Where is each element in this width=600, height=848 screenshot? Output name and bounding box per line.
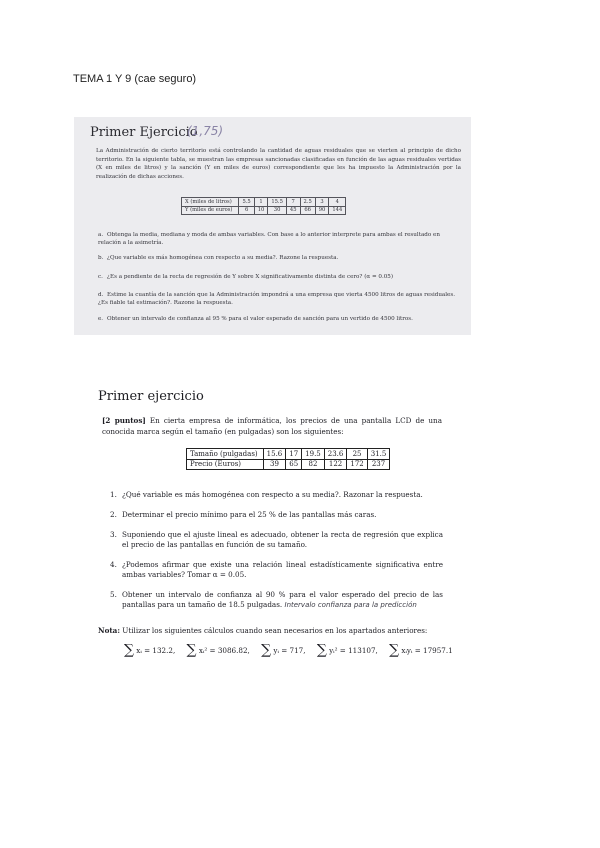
points-label: [2 puntos] (102, 416, 146, 425)
sum-symbol: ∑ (261, 642, 272, 658)
note-label: Nota: (98, 626, 120, 635)
question-marker: e. (98, 316, 104, 322)
question-marker: c. (98, 274, 103, 280)
data-table (186, 448, 390, 470)
question-item (110, 560, 443, 580)
document-title: TEMA 1 Y 9 (cae seguro) (73, 73, 197, 85)
table-cell: 122 (324, 459, 347, 470)
table-cell: 237 (367, 459, 390, 470)
formula: yᵢ² = 113107, (329, 646, 378, 655)
question-item (98, 292, 460, 307)
question-marker: d. (98, 292, 104, 298)
table-row (182, 198, 346, 207)
table-row (187, 449, 390, 460)
table-cell: 23.6 (324, 449, 347, 460)
handwritten-score: (1,75) (187, 124, 224, 138)
table-cell: 66 (300, 206, 315, 215)
scanned-exercise-image-1 (74, 117, 471, 335)
row-header-y: Y (miles de euros) (182, 206, 239, 215)
question-text: ¿Es a pendiente de la recta de regresión de Y sobre X significativamente distinta de cero? (α = 0.05) (107, 274, 394, 280)
statement-text: En cierta empresa de informática, los precios de una pantalla LCD de una conocida marca según el tamaño (en pulgadas) son los siguientes: (102, 416, 442, 436)
question-item (110, 590, 443, 610)
question-item (98, 255, 460, 263)
table-cell: 19.5 (302, 449, 325, 460)
question-marker: 2. (110, 510, 117, 519)
question-text: Obtenga la media, mediana y moda de ambas variables. Con base a lo anterior interprete para ambas el resultado en relación a la asimetría. (98, 232, 440, 246)
table-cell: 30 (268, 206, 287, 215)
question-marker: b. (98, 255, 104, 261)
table-cell: 25 (347, 449, 367, 460)
table-cell: 4 (329, 198, 346, 207)
question-text: Estime la cuantía de la sanción que la Administración impondrá a una empresa que vierta 4500 litros de aguas residuales. ¿Es fiable tal estimación?. Razone la respuesta. (98, 292, 456, 306)
table-cell: 17 (286, 449, 302, 460)
sum-symbol: ∑ (389, 642, 400, 658)
table-cell: 15.6 (263, 449, 286, 460)
question-text: Suponiendo que el ajuste lineal es adecuado, obtener la recta de regresión que explica el precio de las pantallas en función de su tamaño. (122, 530, 443, 549)
sum-symbol: ∑ (316, 642, 327, 658)
sum-symbol: ∑ (186, 642, 197, 658)
table-row (182, 206, 346, 215)
question-text: Obtener un intervalo de confianza al 90 % para el valor esperado del precio de las pantallas para un tamaño de 18.5 pulgadas. (122, 590, 443, 609)
summation-formulas (124, 642, 453, 659)
data-table (181, 197, 346, 215)
formula: xᵢ = 132.2, (136, 646, 176, 655)
exercise-statement (102, 416, 442, 437)
question-marker: 3. (110, 530, 117, 539)
table-cell: 2.5 (300, 198, 315, 207)
note (98, 626, 427, 635)
exercise-heading: Primer ejercicio (98, 389, 204, 404)
question-item (98, 232, 460, 247)
table-cell: 45 (286, 206, 300, 215)
exercise-statement: La Administración de cierto territorio está controlando la cantidad de aguas residuales que se vierten al principio de dicho territorio. En la siguiente tabla, se muestran las empresas sancionadas clasificadas en función de las aguas residuales vertidas (X en miles de litros) y la sanción (Y en miles de euros) correspondiente que les ha impuesto la Administración por la realización de dichas acciones. (96, 148, 461, 180)
row-header-x: Tamaño (pulgadas) (187, 449, 264, 460)
question-item (98, 316, 460, 324)
question-marker: 1. (110, 490, 117, 499)
sum-symbol: ∑ (124, 642, 134, 658)
table-cell: 6 (239, 206, 254, 215)
table-cell: 31.5 (367, 449, 390, 460)
table-cell: 90 (315, 206, 329, 215)
table-cell: 144 (329, 206, 346, 215)
row-header-x: X (miles de litros) (182, 198, 239, 207)
row-header-y: Precio (Euros) (187, 459, 264, 470)
question-marker: 4. (110, 560, 117, 569)
formula: xᵢ² = 3086.82, (198, 646, 250, 655)
note-text: Utilizar los siguientes cálculos cuando sean necesarios en los apartados anteriores: (120, 626, 428, 635)
exercise-heading: Primer Ejercicio (90, 125, 198, 140)
question-item (98, 274, 460, 282)
question-text: ¿Que variable es más homogénea con respecto a su media?. Razone la respuesta. (107, 255, 339, 261)
question-item (110, 490, 443, 500)
table-cell: 3 (315, 198, 329, 207)
question-text: Obtener un intervalo de confianza al 95 % para el valor esperado de sanción para un vertido de 4500 litros. (107, 316, 413, 322)
table-cell: 15.5 (268, 198, 287, 207)
formula: yᵢ = 717, (273, 646, 306, 655)
table-cell: 5.5 (239, 198, 254, 207)
question-marker: 5. (110, 590, 117, 599)
question-item (110, 530, 443, 550)
table-cell: 1 (254, 198, 268, 207)
question-marker: a. (98, 232, 104, 238)
table-cell: 172 (347, 459, 367, 470)
table-cell: 10 (254, 206, 268, 215)
table-row (187, 459, 390, 470)
question-text: Determinar el precio mínimo para el 25 % de las pantallas más caras. (122, 510, 377, 519)
handwritten-note: Intervalo confianza para la predicción (284, 601, 417, 609)
table-cell: 82 (302, 459, 325, 470)
scanned-exercise-image-2 (86, 380, 455, 677)
formula: xᵢyᵢ = 17957.1 (401, 646, 453, 655)
question-item (110, 510, 443, 520)
question-text: ¿Podemos afirmar que existe una relación lineal estadísticamente significativa entre ambas variables? Tomar α = 0.05. (122, 560, 443, 579)
table-cell: 7 (286, 198, 300, 207)
table-cell: 65 (286, 459, 302, 470)
question-text: ¿Qué variable es más homogénea con respecto a su media?. Razonar la respuesta. (122, 490, 423, 499)
table-cell: 39 (263, 459, 286, 470)
